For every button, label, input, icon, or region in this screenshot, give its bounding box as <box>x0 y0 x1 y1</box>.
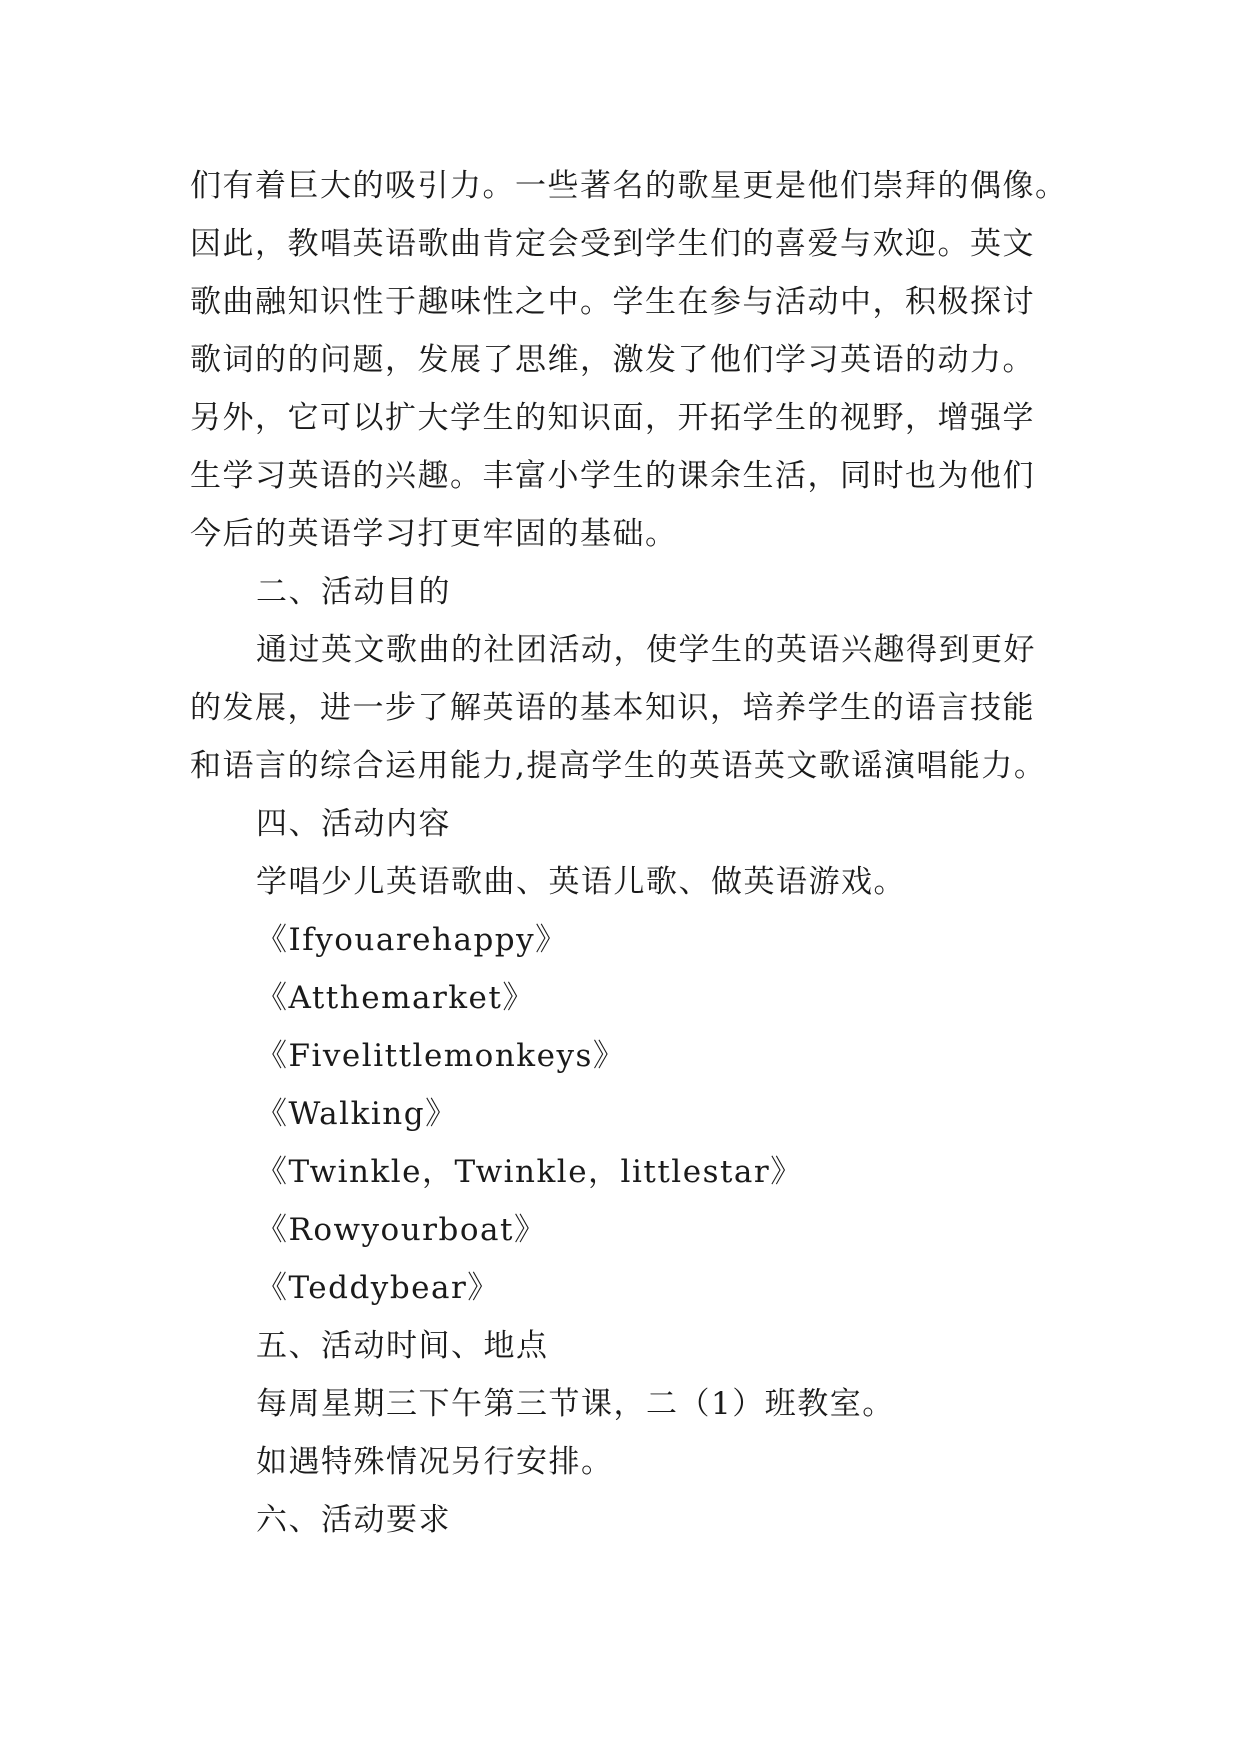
paragraph-line: 学唱少儿英语歌曲、英语儿歌、做英语游戏。 <box>256 864 906 900</box>
paragraph-line: 歌词的的问题，发展了思维，激发了他们学习英语的动力。 <box>190 342 1035 378</box>
paragraph-line: 生学习英语的兴趣。丰富小学生的课余生活，同时也为他们 <box>190 458 1035 494</box>
paragraph-line: 今后的英语学习打更牢固的基础。 <box>190 516 678 552</box>
section-heading-content: 四、活动内容 <box>256 806 451 842</box>
paragraph-line: 因此，教唱英语歌曲肯定会受到学生们的喜爱与欢迎。英文 <box>190 226 1035 262</box>
paragraph-line: 歌曲融知识性于趣味性之中。学生在参与活动中，积极探讨 <box>190 284 1035 320</box>
song-title: 《Atthemarket》 <box>256 980 535 1016</box>
song-title: 《Ifyouarehappy》 <box>256 922 568 958</box>
song-title: 《Teddybear》 <box>256 1270 500 1306</box>
section-heading-time-place: 五、活动时间、地点 <box>256 1328 549 1364</box>
song-title: 《Walking》 <box>256 1096 458 1132</box>
song-title: 《Rowyourboat》 <box>256 1212 547 1248</box>
song-title: 《Twinkle，Twinkle，littlestar》 <box>256 1154 803 1190</box>
document-body <box>190 157 1090 1549</box>
section-heading-purpose: 二、活动目的 <box>256 574 451 610</box>
paragraph-line: 如遇特殊情况另行安排。 <box>256 1444 614 1480</box>
song-title: 《Fivelittlemonkeys》 <box>256 1038 626 1074</box>
paragraph-line: 和语言的综合运用能力,提高学生的英语英文歌谣演唱能力。 <box>190 748 1047 784</box>
paragraph-line: 另外，它可以扩大学生的知识面，开拓学生的视野，增强学 <box>190 400 1035 436</box>
paragraph-line: 的发展，进一步了解英语的基本知识，培养学生的语言技能 <box>190 690 1035 726</box>
paragraph-line: 每周星期三下午第三节课，二（1）班教室。 <box>256 1386 895 1422</box>
section-heading-requirements: 六、活动要求 <box>256 1502 451 1538</box>
paragraph-line: 们有着巨大的吸引力。一些著名的歌星更是他们崇拜的偶像。 <box>190 168 1068 204</box>
paragraph-line: 通过英文歌曲的社团活动，使学生的英语兴趣得到更好 <box>256 632 1036 668</box>
